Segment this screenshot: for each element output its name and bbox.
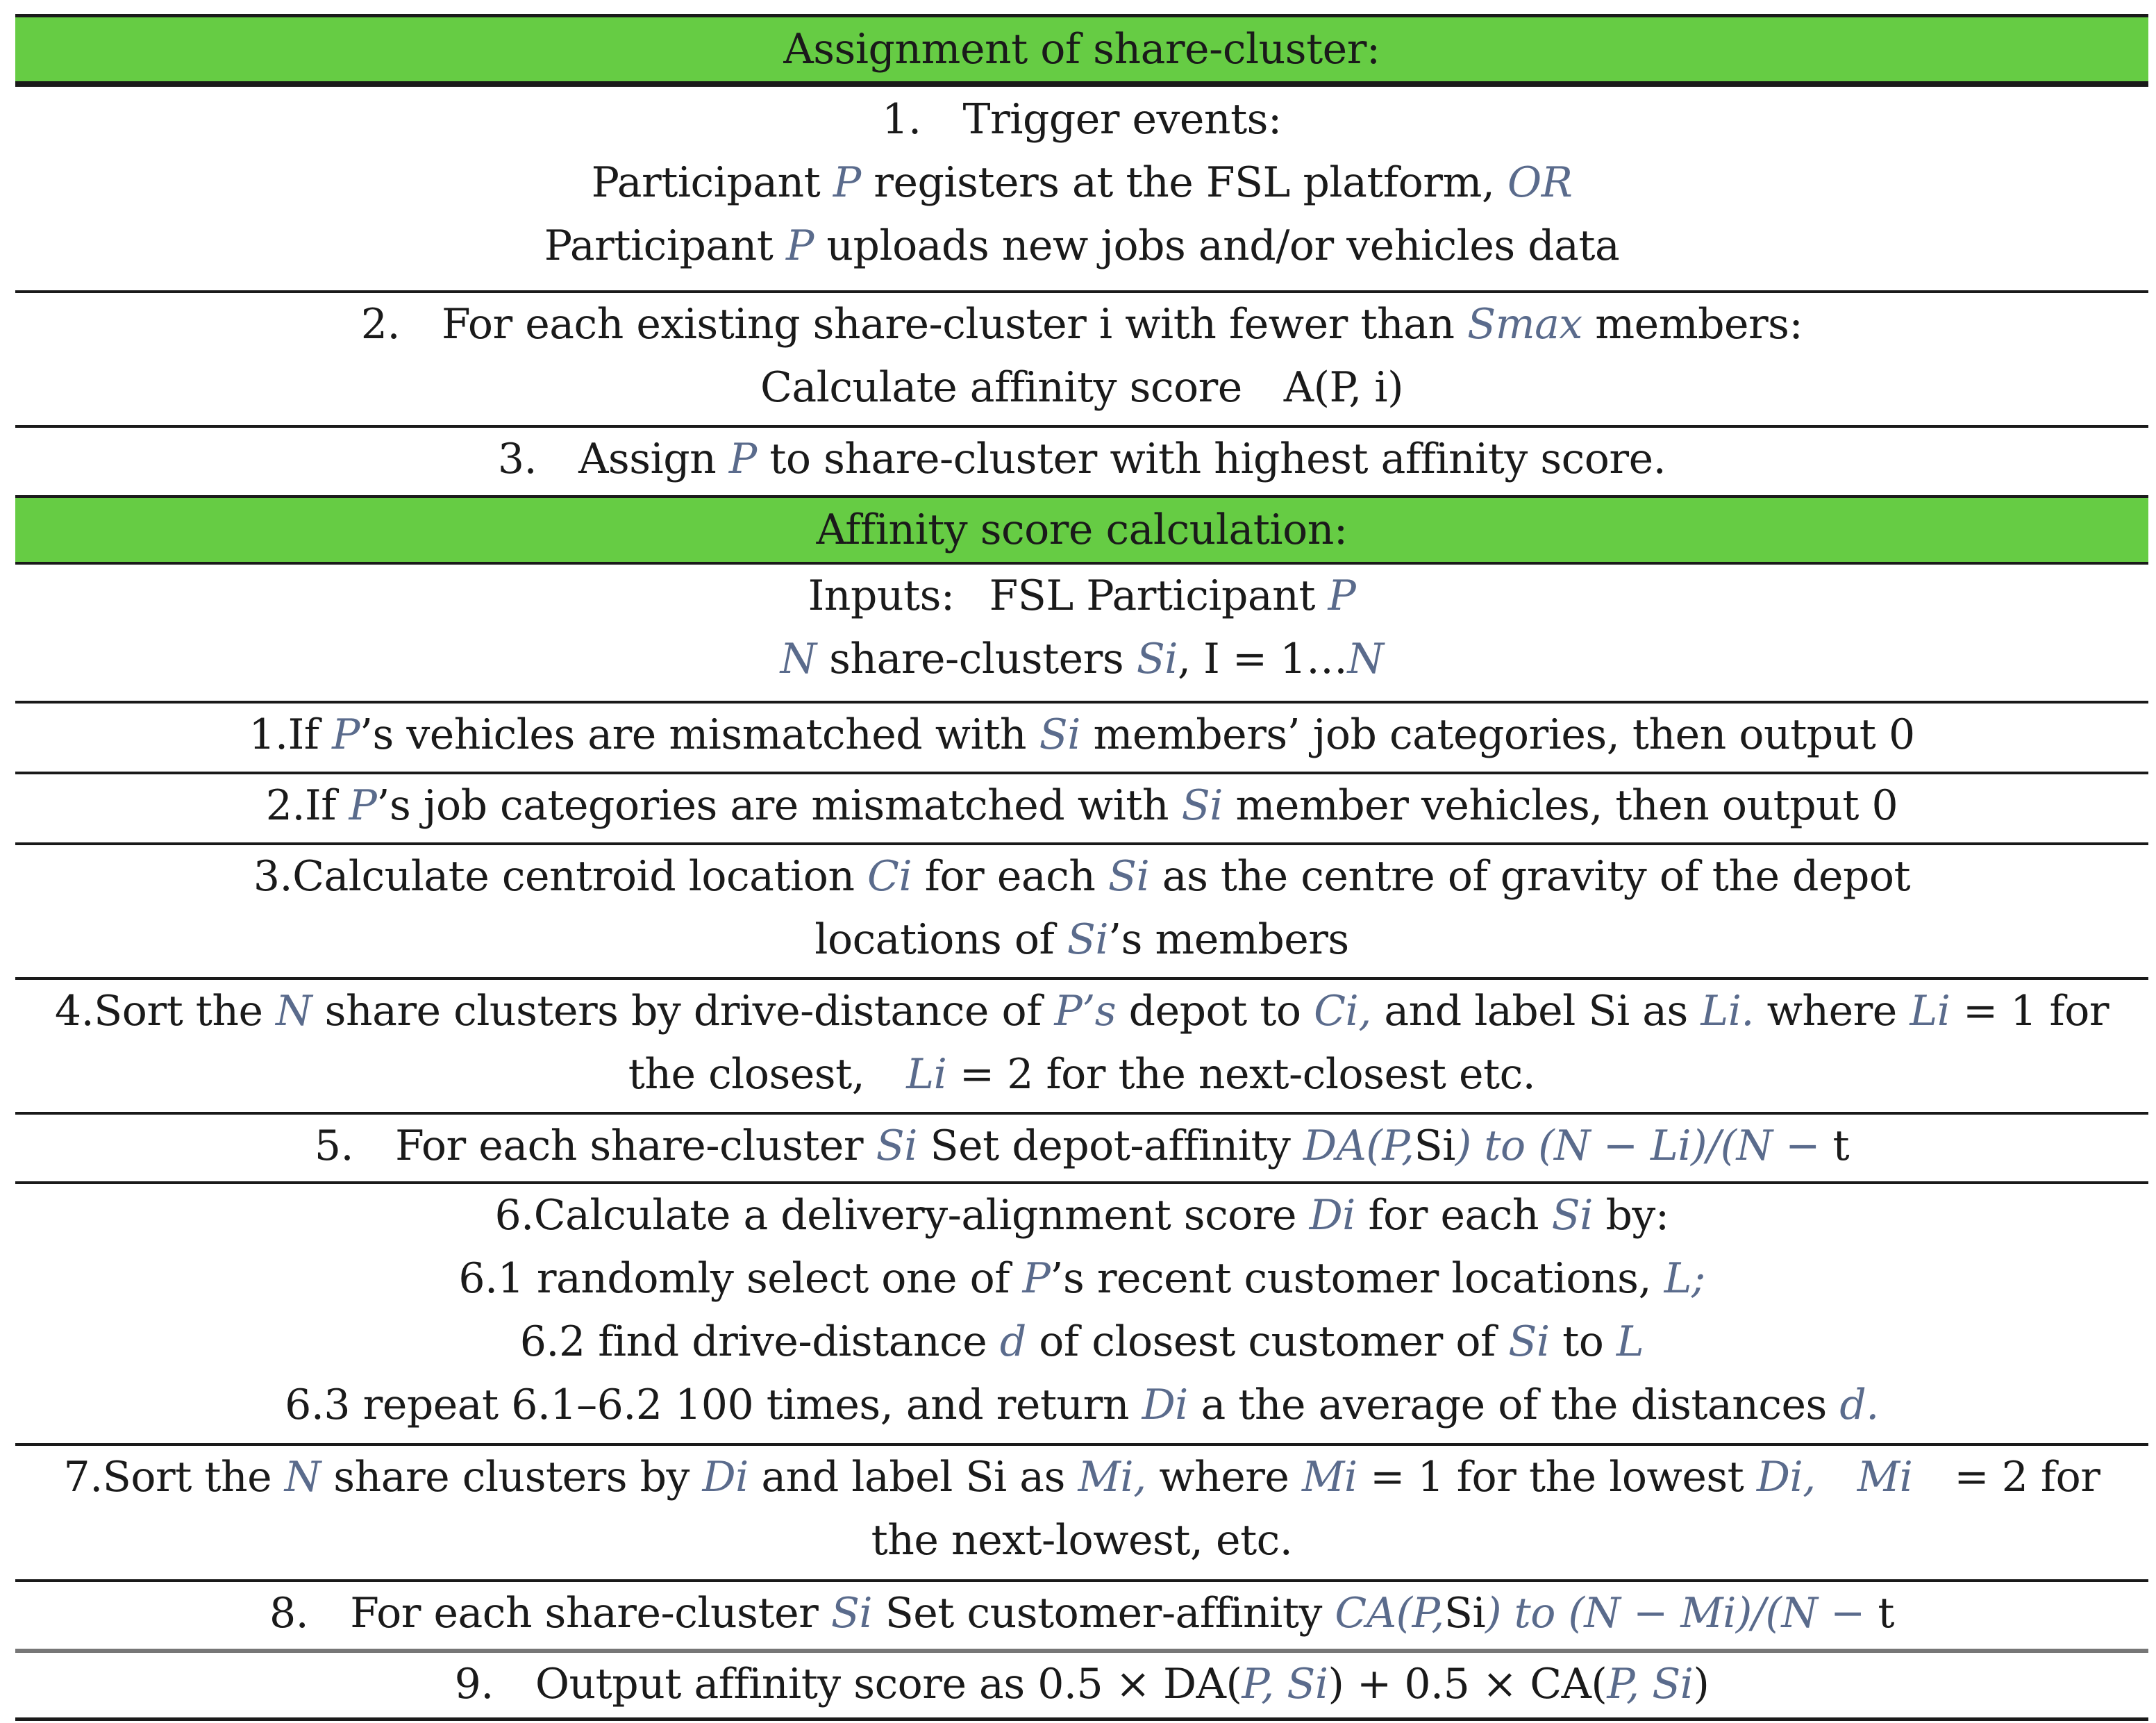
affinity-step-4-line-2: the closest, Li = 2 for the next-closest etc. bbox=[628, 1050, 1536, 1099]
step-3-row bbox=[15, 425, 2148, 495]
step-2-line-2: Calculate affinity score A(P, i) bbox=[760, 363, 1403, 412]
section-header-assignment bbox=[15, 14, 2148, 84]
affinity-step-9-line: 9. Output affinity score as 0.5 × DA(P, Si) + 0.5 × CA(P, Si) bbox=[454, 1660, 1710, 1708]
affinity-step-6-row bbox=[15, 1181, 2148, 1443]
algorithm-table bbox=[15, 14, 2148, 1721]
section-header-text: Affinity score calculation: bbox=[816, 506, 1348, 554]
affinity-step-4-row bbox=[15, 977, 2148, 1112]
affinity-step-6-line-4: 6.3 repeat 6.1–6.2 100 times, and return Di a the average of the distances d. bbox=[285, 1381, 1879, 1429]
affinity-step-1-line: 1.If P’s vehicles are mismatched with Si members’ job categories, then output 0 bbox=[249, 710, 1915, 759]
step-1-row bbox=[15, 84, 2148, 290]
affinity-step-9-row bbox=[15, 1649, 2148, 1721]
affinity-step-4-line-1: 4.Sort the N share clusters by drive-distance of P’s depot to Ci, and label Si as Li. where Li = 1 for bbox=[54, 987, 2109, 1035]
affinity-step-2-row bbox=[15, 772, 2148, 842]
step-2-line-1: 2. For each existing share-cluster i with fewer than Smax members: bbox=[360, 300, 1803, 349]
affinity-step-8-line: 8. For each share-cluster Si Set customer-affinity CA(P,Si) to (N − Mi)/(N − t bbox=[269, 1589, 1894, 1638]
step-3-line: 3. Assign P to share-cluster with highest affinity score. bbox=[497, 435, 1666, 483]
affinity-step-6-line-2: 6.1 randomly select one of P’s recent customer locations, L; bbox=[458, 1254, 1705, 1303]
step-1-title: 1. Trigger events: bbox=[882, 95, 1282, 144]
step-1-line-2: Participant P registers at the FSL platform, OR bbox=[591, 158, 1573, 207]
affinity-step-5-row bbox=[15, 1112, 2148, 1181]
affinity-step-2-line: 2.If P’s job categories are mismatched with Si member vehicles, then output 0 bbox=[265, 781, 1898, 830]
affinity-step-6-line-3: 6.2 find drive-distance d of closest customer of Si to L bbox=[519, 1317, 1644, 1366]
inputs-line-2: N share-clusters Si, I = 1…N bbox=[780, 635, 1384, 683]
affinity-step-7-line-1: 7.Sort the N share clusters by Di and label Si as Mi, where Mi = 1 for the lowest Di, Mi = 2 for bbox=[63, 1453, 2100, 1501]
affinity-step-7-row bbox=[15, 1443, 2148, 1579]
step-2-row bbox=[15, 290, 2148, 425]
inputs-line-1: Inputs: FSL Participant P bbox=[808, 572, 1356, 620]
step-1-line-3: Participant P uploads new jobs and/or vehicles data bbox=[544, 222, 1620, 270]
inputs-row bbox=[15, 565, 2148, 701]
section-header-text: Assignment of share-cluster: bbox=[783, 25, 1380, 74]
affinity-step-8-row bbox=[15, 1579, 2148, 1649]
section-header-affinity bbox=[15, 495, 2148, 565]
affinity-step-1-row bbox=[15, 701, 2148, 772]
affinity-step-3-line-2: locations of Si’s members bbox=[814, 915, 1349, 964]
affinity-step-3-row bbox=[15, 842, 2148, 977]
affinity-step-5-line: 5. For each share-cluster Si Set depot-affinity DA(P,Si) to (N − Li)/(N − t bbox=[314, 1122, 1850, 1170]
affinity-step-6-line-1: 6.Calculate a delivery-alignment score Di for each Si by: bbox=[494, 1191, 1669, 1240]
affinity-step-7-line-2: the next-lowest, etc. bbox=[871, 1516, 1293, 1565]
affinity-step-3-line-1: 3.Calculate centroid location Ci for each Si as the centre of gravity of the depot bbox=[253, 852, 1911, 901]
